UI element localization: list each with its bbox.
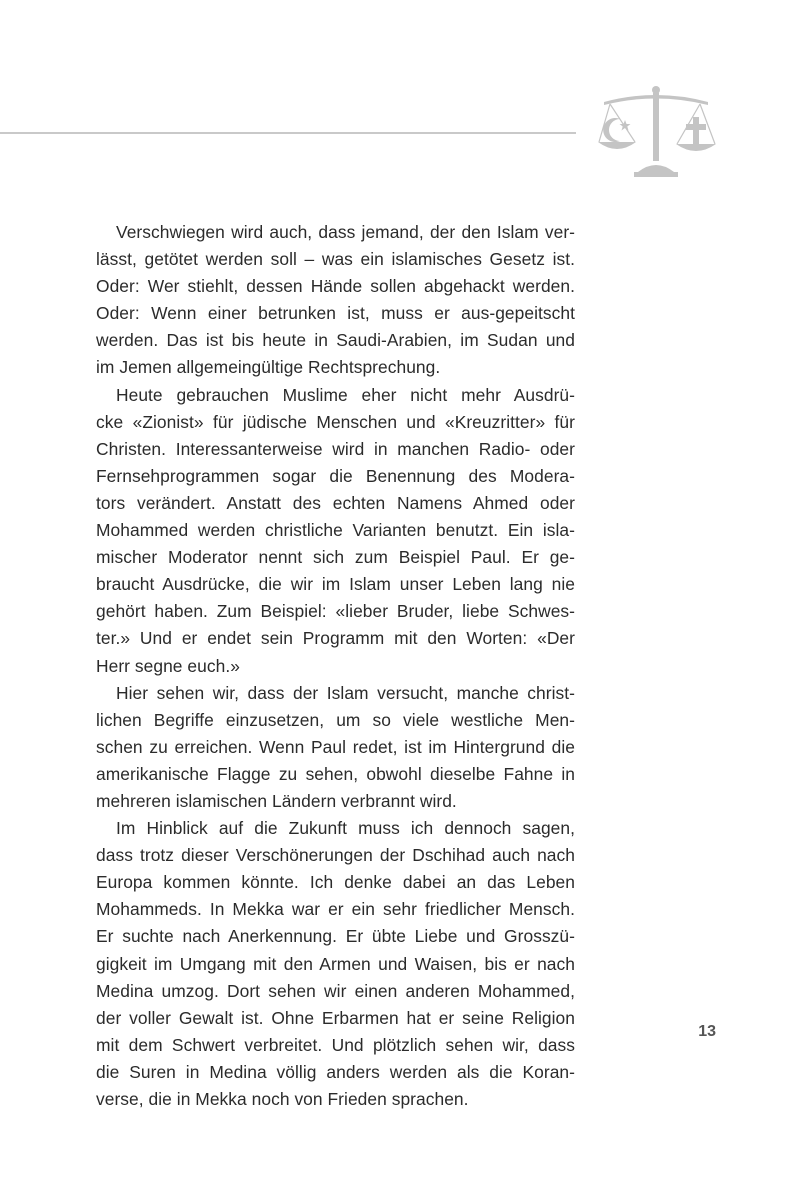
text-line: mehreren islamischen Ländern verbrannt wird. <box>96 790 457 811</box>
text-line: Herr segne euch.» <box>96 655 240 676</box>
text-line: Fernsehprogrammen sogar die Benennung des Modera- <box>96 465 575 486</box>
paragraph-4 <box>96 815 575 1113</box>
text-line: Im Hinblick auf die Zukunft muss ich dennoch sagen, <box>116 818 575 839</box>
text-line: amerikanische Flagge zu sehen, obwohl dieselbe Fahne in <box>96 763 575 784</box>
text-line: im Jemen allgemeingültige Rechtsprechung. <box>96 357 441 378</box>
text-line: Heute gebrauchen Muslime eher nicht mehr Ausdrü- <box>116 384 575 405</box>
text-line: die Suren in Medina völlig anders werden als die Koran- <box>96 1061 575 1082</box>
text-line: Verschwiegen wird auch, dass jemand, der den Islam ver- <box>116 222 575 242</box>
text-line: Christen. Interessanterweise wird in manchen Radio- oder <box>96 438 575 459</box>
text-line: Europa kommen könnte. Ich denke dabei an das Leben <box>96 872 575 893</box>
text-line: lässt, getötet werden soll – was ein islamisches Gesetz ist. <box>96 249 575 270</box>
text-line: tors verändert. Anstatt des echten Namens Ahmed oder <box>96 492 575 513</box>
text-line: mit dem Schwert verbreitet. Und plötzlich sehen wir, dass <box>96 1034 575 1055</box>
text-line: werden. Das ist bis heute in Saudi-Arabien, im Sudan und <box>96 330 575 351</box>
text-line: Hier sehen wir, dass der Islam versucht, manche christ- <box>116 682 575 703</box>
text-line: dass trotz dieser Verschönerungen der Dschihad auch nach <box>96 845 575 866</box>
text-line: Er suchte nach Anerkennung. Er übte Liebe und Grosszü- <box>96 926 575 947</box>
text-line: braucht Ausdrücke, die wir im Islam unser Leben lang nie <box>96 574 575 595</box>
text-line: der voller Gewalt ist. Ohne Erbarmen hat er seine Religion <box>96 1007 575 1028</box>
text-line: mischer Moderator nennt sich zum Beispiel Paul. Er ge- <box>96 547 575 568</box>
paragraph-3 <box>96 680 575 815</box>
text-line: Medina umzog. Dort sehen wir einen anderen Mohammed, <box>96 980 575 1001</box>
balance-scale-crescent-cross-icon <box>594 84 718 184</box>
text-line: lichen Begriffe einzusetzen, um so viele westliche Men- <box>96 709 575 730</box>
paragraph-1 <box>96 219 575 382</box>
paragraph-2 <box>96 382 575 680</box>
text-line: verse, die in Mekka noch von Frieden sprachen. <box>96 1089 469 1109</box>
text-line: ter.» Und er endet sein Programm mit den Worten: «Der <box>96 628 575 649</box>
text-line: Mohammed werden christliche Varianten benutzt. Ein isla- <box>96 520 575 541</box>
text-line: gigkeit im Umgang mit den Armen und Waisen, bis er nach <box>96 953 575 974</box>
text-line: gehört haben. Zum Beispiel: «lieber Bruder, liebe Schwes- <box>96 601 575 622</box>
text-line: Oder: Wenn einer betrunken ist, muss er aus-gepeitscht <box>96 303 575 324</box>
text-line: Mohammeds. In Mekka war er ein sehr friedlicher Mensch. <box>96 899 575 920</box>
page-number: 13 <box>698 1023 716 1040</box>
text-line: schen zu erreichen. Wenn Paul redet, ist im Hintergrund die <box>96 736 575 757</box>
body-text <box>96 219 575 1113</box>
header-rule <box>0 132 576 134</box>
text-line: Oder: Wer stiehlt, dessen Hände sollen abgehackt werden. <box>96 276 575 297</box>
text-line: cke «Zionist» für jüdische Menschen und «Kreuzritter» für <box>96 411 575 432</box>
